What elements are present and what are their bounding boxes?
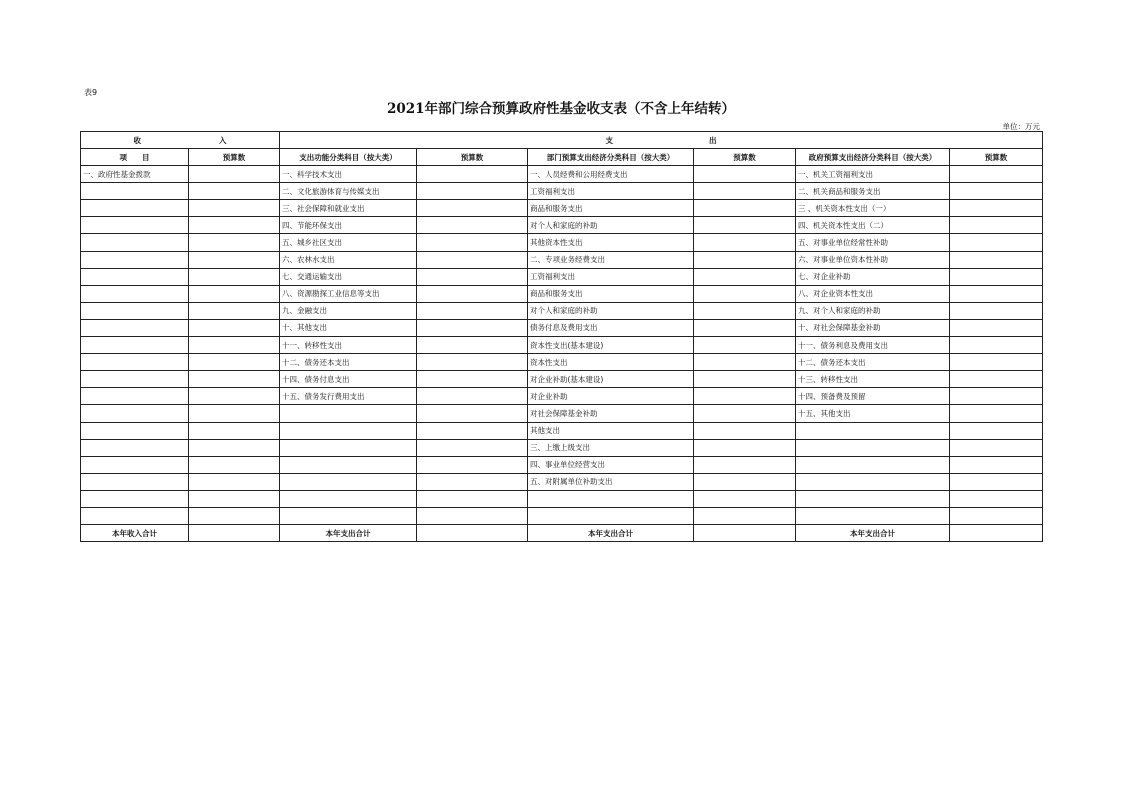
gov-econ-subject-cell: [796, 473, 950, 490]
func-subject-cell: 十四、债务付息支出: [280, 371, 417, 388]
func-budget-cell: [417, 456, 528, 473]
dept-econ-budget-cell: [694, 268, 796, 285]
income-budget-cell: [189, 319, 280, 336]
dept-econ-budget-cell: [694, 439, 796, 456]
income-budget-cell: [189, 507, 280, 524]
income-budget-cell: [189, 200, 280, 217]
income-budget-cell: [189, 456, 280, 473]
func-budget-cell: [417, 473, 528, 490]
income-item-cell: [81, 183, 189, 200]
func-budget-cell: [417, 371, 528, 388]
gov-econ-subject-cell: 七、对企业补助: [796, 268, 950, 285]
dept-econ-subject-cell: 商品和服务支出: [528, 285, 694, 302]
dept-econ-subject-cell: 对企业补助(基本建设): [528, 371, 694, 388]
income-budget-cell: [189, 473, 280, 490]
table-row: [81, 234, 1043, 251]
dept-econ-subject-cell: 对企业补助: [528, 388, 694, 405]
dept-econ-budget-cell: [694, 507, 796, 524]
income-header-char-2: 入: [219, 135, 227, 145]
dept-econ-subject-cell: 工资福利支出: [528, 268, 694, 285]
income-budget-cell: [189, 354, 280, 371]
func-subject-cell: [280, 473, 417, 490]
income-item-cell: [81, 473, 189, 490]
dept-econ-budget-cell: [694, 183, 796, 200]
income-budget-cell: [189, 490, 280, 507]
func-subject-cell: 十、其他支出: [280, 319, 417, 336]
col-item-header: 项 目: [81, 149, 189, 166]
func-budget-cell: [417, 183, 528, 200]
col-budget-header: 预算数: [694, 149, 796, 166]
expense-total-func-value: [417, 525, 528, 542]
func-budget-cell: [417, 337, 528, 354]
income-item-cell: [81, 507, 189, 524]
gov-econ-subject-cell: 四、机关资本性支出（二）: [796, 217, 950, 234]
dept-econ-subject-cell: 对社会保障基金补助: [528, 405, 694, 422]
gov-econ-subject-cell: 二、机关商品和服务支出: [796, 183, 950, 200]
func-budget-cell: [417, 200, 528, 217]
table-number: 表9: [84, 88, 98, 97]
table-row: [81, 490, 1043, 507]
income-total-label: 本年收入合计: [81, 525, 189, 542]
expense-header-char-1: 支: [605, 135, 614, 145]
gov-econ-budget-cell: [950, 285, 1043, 302]
gov-econ-subject-cell: [796, 490, 950, 507]
header-row-2: [81, 149, 1043, 166]
dept-econ-subject-cell: 其他资本性支出: [528, 234, 694, 251]
gov-econ-budget-cell: [950, 166, 1043, 183]
dept-econ-budget-cell: [694, 200, 796, 217]
income-total-value: [189, 525, 280, 542]
gov-econ-budget-cell: [950, 354, 1043, 371]
func-budget-cell: [417, 268, 528, 285]
expense-total-gov-value: [950, 525, 1043, 542]
income-item-cell: [81, 388, 189, 405]
table-row: [81, 371, 1043, 388]
income-budget-cell: [189, 234, 280, 251]
dept-econ-budget-cell: [694, 422, 796, 439]
dept-econ-subject-cell: 商品和服务支出: [528, 200, 694, 217]
dept-econ-budget-cell: [694, 285, 796, 302]
income-budget-cell: [189, 371, 280, 388]
table-row: [81, 251, 1043, 268]
func-budget-cell: [417, 166, 528, 183]
func-subject-cell: [280, 405, 417, 422]
expense-total-dept-value: [694, 525, 796, 542]
func-budget-cell: [417, 388, 528, 405]
dept-econ-subject-cell: 三、上缴上级支出: [528, 439, 694, 456]
income-budget-cell: [189, 422, 280, 439]
table-row: [81, 268, 1043, 285]
gov-econ-budget-cell: [950, 234, 1043, 251]
income-budget-cell: [189, 337, 280, 354]
table-row: [81, 388, 1043, 405]
dept-econ-budget-cell: [694, 166, 796, 183]
totals-row: [81, 525, 1043, 542]
income-header-char-1: 收: [133, 135, 141, 145]
func-subject-cell: 五、城乡社区支出: [280, 234, 417, 251]
header-row-1: [81, 132, 1043, 149]
income-item-cell: [81, 200, 189, 217]
gov-econ-subject-cell: [796, 456, 950, 473]
gov-econ-subject-cell: 一、机关工资福利支出: [796, 166, 950, 183]
func-subject-cell: 七、交通运输支出: [280, 268, 417, 285]
gov-econ-subject-cell: 十、对社会保障基金补助: [796, 319, 950, 336]
table-row: [81, 166, 1043, 183]
income-budget-cell: [189, 268, 280, 285]
table-row: [81, 217, 1043, 234]
dept-econ-budget-cell: [694, 456, 796, 473]
dept-econ-subject-cell: 五、对附属单位补助支出: [528, 473, 694, 490]
income-budget-cell: [189, 302, 280, 319]
col-gov-econ-header: 政府预算支出经济分类科目（按大类）: [796, 149, 950, 166]
income-budget-cell: [189, 405, 280, 422]
income-budget-cell: [189, 388, 280, 405]
dept-econ-budget-cell: [694, 302, 796, 319]
income-item-cell: [81, 405, 189, 422]
func-subject-cell: [280, 439, 417, 456]
gov-econ-budget-cell: [950, 319, 1043, 336]
col-budget-header: 预算数: [189, 149, 280, 166]
table-row: [81, 285, 1043, 302]
gov-econ-subject-cell: [796, 439, 950, 456]
dept-econ-subject-cell: [528, 490, 694, 507]
gov-econ-budget-cell: [950, 183, 1043, 200]
budget-table: [80, 131, 1043, 542]
col-func-header: 支出功能分类科目（按大类）: [280, 149, 417, 166]
func-budget-cell: [417, 285, 528, 302]
income-item-cell: [81, 285, 189, 302]
func-budget-cell: [417, 302, 528, 319]
func-budget-cell: [417, 439, 528, 456]
func-subject-cell: [280, 507, 417, 524]
dept-econ-subject-cell: [528, 507, 694, 524]
table-row: [81, 456, 1043, 473]
gov-econ-subject-cell: [796, 422, 950, 439]
func-subject-cell: 十一、转移性支出: [280, 337, 417, 354]
func-budget-cell: [417, 422, 528, 439]
dept-econ-subject-cell: 对个人和家庭的补助: [528, 302, 694, 319]
func-budget-cell: [417, 354, 528, 371]
expense-total-dept-label: 本年支出合计: [528, 525, 694, 542]
table-row: [81, 354, 1043, 371]
dept-econ-budget-cell: [694, 354, 796, 371]
income-item-cell: [81, 251, 189, 268]
func-budget-cell: [417, 251, 528, 268]
gov-econ-subject-cell: 八、对企业资本性支出: [796, 285, 950, 302]
income-budget-cell: [189, 166, 280, 183]
gov-econ-budget-cell: [950, 302, 1043, 319]
income-budget-cell: [189, 285, 280, 302]
dept-econ-subject-cell: 二、专项业务经费支出: [528, 251, 694, 268]
gov-econ-subject-cell: 三 、机关资本性支出（一）: [796, 200, 950, 217]
dept-econ-subject-cell: 四、事业单位经营支出: [528, 456, 694, 473]
table-row: [81, 319, 1043, 336]
dept-econ-subject-cell: 一、人员经费和公用经费支出: [528, 166, 694, 183]
gov-econ-subject-cell: 十一、债务利息及费用支出: [796, 337, 950, 354]
func-budget-cell: [417, 319, 528, 336]
income-budget-cell: [189, 251, 280, 268]
func-subject-cell: 十五、债务发行费用支出: [280, 388, 417, 405]
income-item-cell: [81, 490, 189, 507]
dept-econ-subject-cell: 工资福利支出: [528, 183, 694, 200]
income-budget-cell: [189, 439, 280, 456]
gov-econ-subject-cell: 十三、转移性支出: [796, 371, 950, 388]
expense-header-char-2: 出: [709, 135, 717, 145]
func-subject-cell: 八、资源勘探工业信息等支出: [280, 285, 417, 302]
gov-econ-subject-cell: 六、对事业单位资本性补助: [796, 251, 950, 268]
table-row: [81, 439, 1043, 456]
table-row: [81, 337, 1043, 354]
income-item-cell: 一、政府性基金拨款: [81, 166, 189, 183]
gov-econ-budget-cell: [950, 456, 1043, 473]
func-budget-cell: [417, 234, 528, 251]
income-item-cell: [81, 439, 189, 456]
dept-econ-subject-cell: 资本性支出: [528, 354, 694, 371]
income-budget-cell: [189, 217, 280, 234]
col-dept-econ-header: 部门预算支出经济分类科目（按大类）: [528, 149, 694, 166]
income-item-cell: [81, 234, 189, 251]
income-item-cell: [81, 268, 189, 285]
col-budget-header: 预算数: [950, 149, 1043, 166]
func-budget-cell: [417, 507, 528, 524]
gov-econ-subject-cell: 十四、预备费及预留: [796, 388, 950, 405]
table-row: [81, 302, 1043, 319]
gov-econ-subject-cell: 十二、债务还本支出: [796, 354, 950, 371]
income-item-cell: [81, 354, 189, 371]
income-item-cell: [81, 456, 189, 473]
gov-econ-budget-cell: [950, 507, 1043, 524]
gov-econ-budget-cell: [950, 388, 1043, 405]
table-row: [81, 473, 1043, 490]
gov-econ-budget-cell: [950, 268, 1043, 285]
func-subject-cell: 二、文化旅游体育与传媒支出: [280, 183, 417, 200]
func-subject-cell: 六、农林水支出: [280, 251, 417, 268]
dept-econ-subject-cell: 债务付息及费用支出: [528, 319, 694, 336]
dept-econ-budget-cell: [694, 234, 796, 251]
func-subject-cell: 一、科学技术支出: [280, 166, 417, 183]
dept-econ-budget-cell: [694, 337, 796, 354]
gov-econ-budget-cell: [950, 337, 1043, 354]
table-row: [81, 422, 1043, 439]
dept-econ-budget-cell: [694, 251, 796, 268]
table-row: [81, 405, 1043, 422]
expense-total-func-label: 本年支出合计: [280, 525, 417, 542]
dept-econ-subject-cell: 其他支出: [528, 422, 694, 439]
income-budget-cell: [189, 183, 280, 200]
gov-econ-budget-cell: [950, 251, 1043, 268]
income-item-cell: [81, 337, 189, 354]
expense-total-gov-label: 本年支出合计: [796, 525, 950, 542]
gov-econ-subject-cell: 五、对事业单位经常性补助: [796, 234, 950, 251]
func-subject-cell: [280, 456, 417, 473]
income-header-cell: [81, 132, 280, 149]
income-item-cell: [81, 422, 189, 439]
income-item-cell: [81, 217, 189, 234]
income-item-cell: [81, 319, 189, 336]
func-budget-cell: [417, 490, 528, 507]
gov-econ-subject-cell: 九、对个人和家庭的补助: [796, 302, 950, 319]
func-subject-cell: 九、金融支出: [280, 302, 417, 319]
gov-econ-budget-cell: [950, 217, 1043, 234]
func-budget-cell: [417, 405, 528, 422]
gov-econ-budget-cell: [950, 405, 1043, 422]
income-item-cell: [81, 302, 189, 319]
income-item-cell: [81, 371, 189, 388]
gov-econ-subject-cell: [796, 507, 950, 524]
table-row: [81, 200, 1043, 217]
unit-label: 单位：万元: [1002, 122, 1040, 131]
func-budget-cell: [417, 217, 528, 234]
dept-econ-budget-cell: [694, 490, 796, 507]
gov-econ-budget-cell: [950, 422, 1043, 439]
dept-econ-budget-cell: [694, 388, 796, 405]
dept-econ-budget-cell: [694, 217, 796, 234]
gov-econ-subject-cell: 十五、其他支出: [796, 405, 950, 422]
table-row: [81, 183, 1043, 200]
func-subject-cell: 十二、债务还本支出: [280, 354, 417, 371]
table-row: [81, 507, 1043, 524]
document-title: 2021年部门综合预算政府性基金收支表（不含上年结转）: [386, 101, 736, 117]
expense-header-cell: [280, 132, 1043, 149]
dept-econ-subject-cell: 对个人和家庭的补助: [528, 217, 694, 234]
gov-econ-budget-cell: [950, 371, 1043, 388]
col-budget-header: 预算数: [417, 149, 528, 166]
gov-econ-budget-cell: [950, 439, 1043, 456]
func-subject-cell: 三、社会保障和就业支出: [280, 200, 417, 217]
dept-econ-budget-cell: [694, 319, 796, 336]
func-subject-cell: [280, 422, 417, 439]
dept-econ-budget-cell: [694, 405, 796, 422]
dept-econ-budget-cell: [694, 371, 796, 388]
gov-econ-budget-cell: [950, 490, 1043, 507]
gov-econ-budget-cell: [950, 473, 1043, 490]
func-subject-cell: 四、节能环保支出: [280, 217, 417, 234]
gov-econ-budget-cell: [950, 200, 1043, 217]
dept-econ-budget-cell: [694, 473, 796, 490]
func-subject-cell: [280, 490, 417, 507]
dept-econ-subject-cell: 资本性支出(基本建设): [528, 337, 694, 354]
